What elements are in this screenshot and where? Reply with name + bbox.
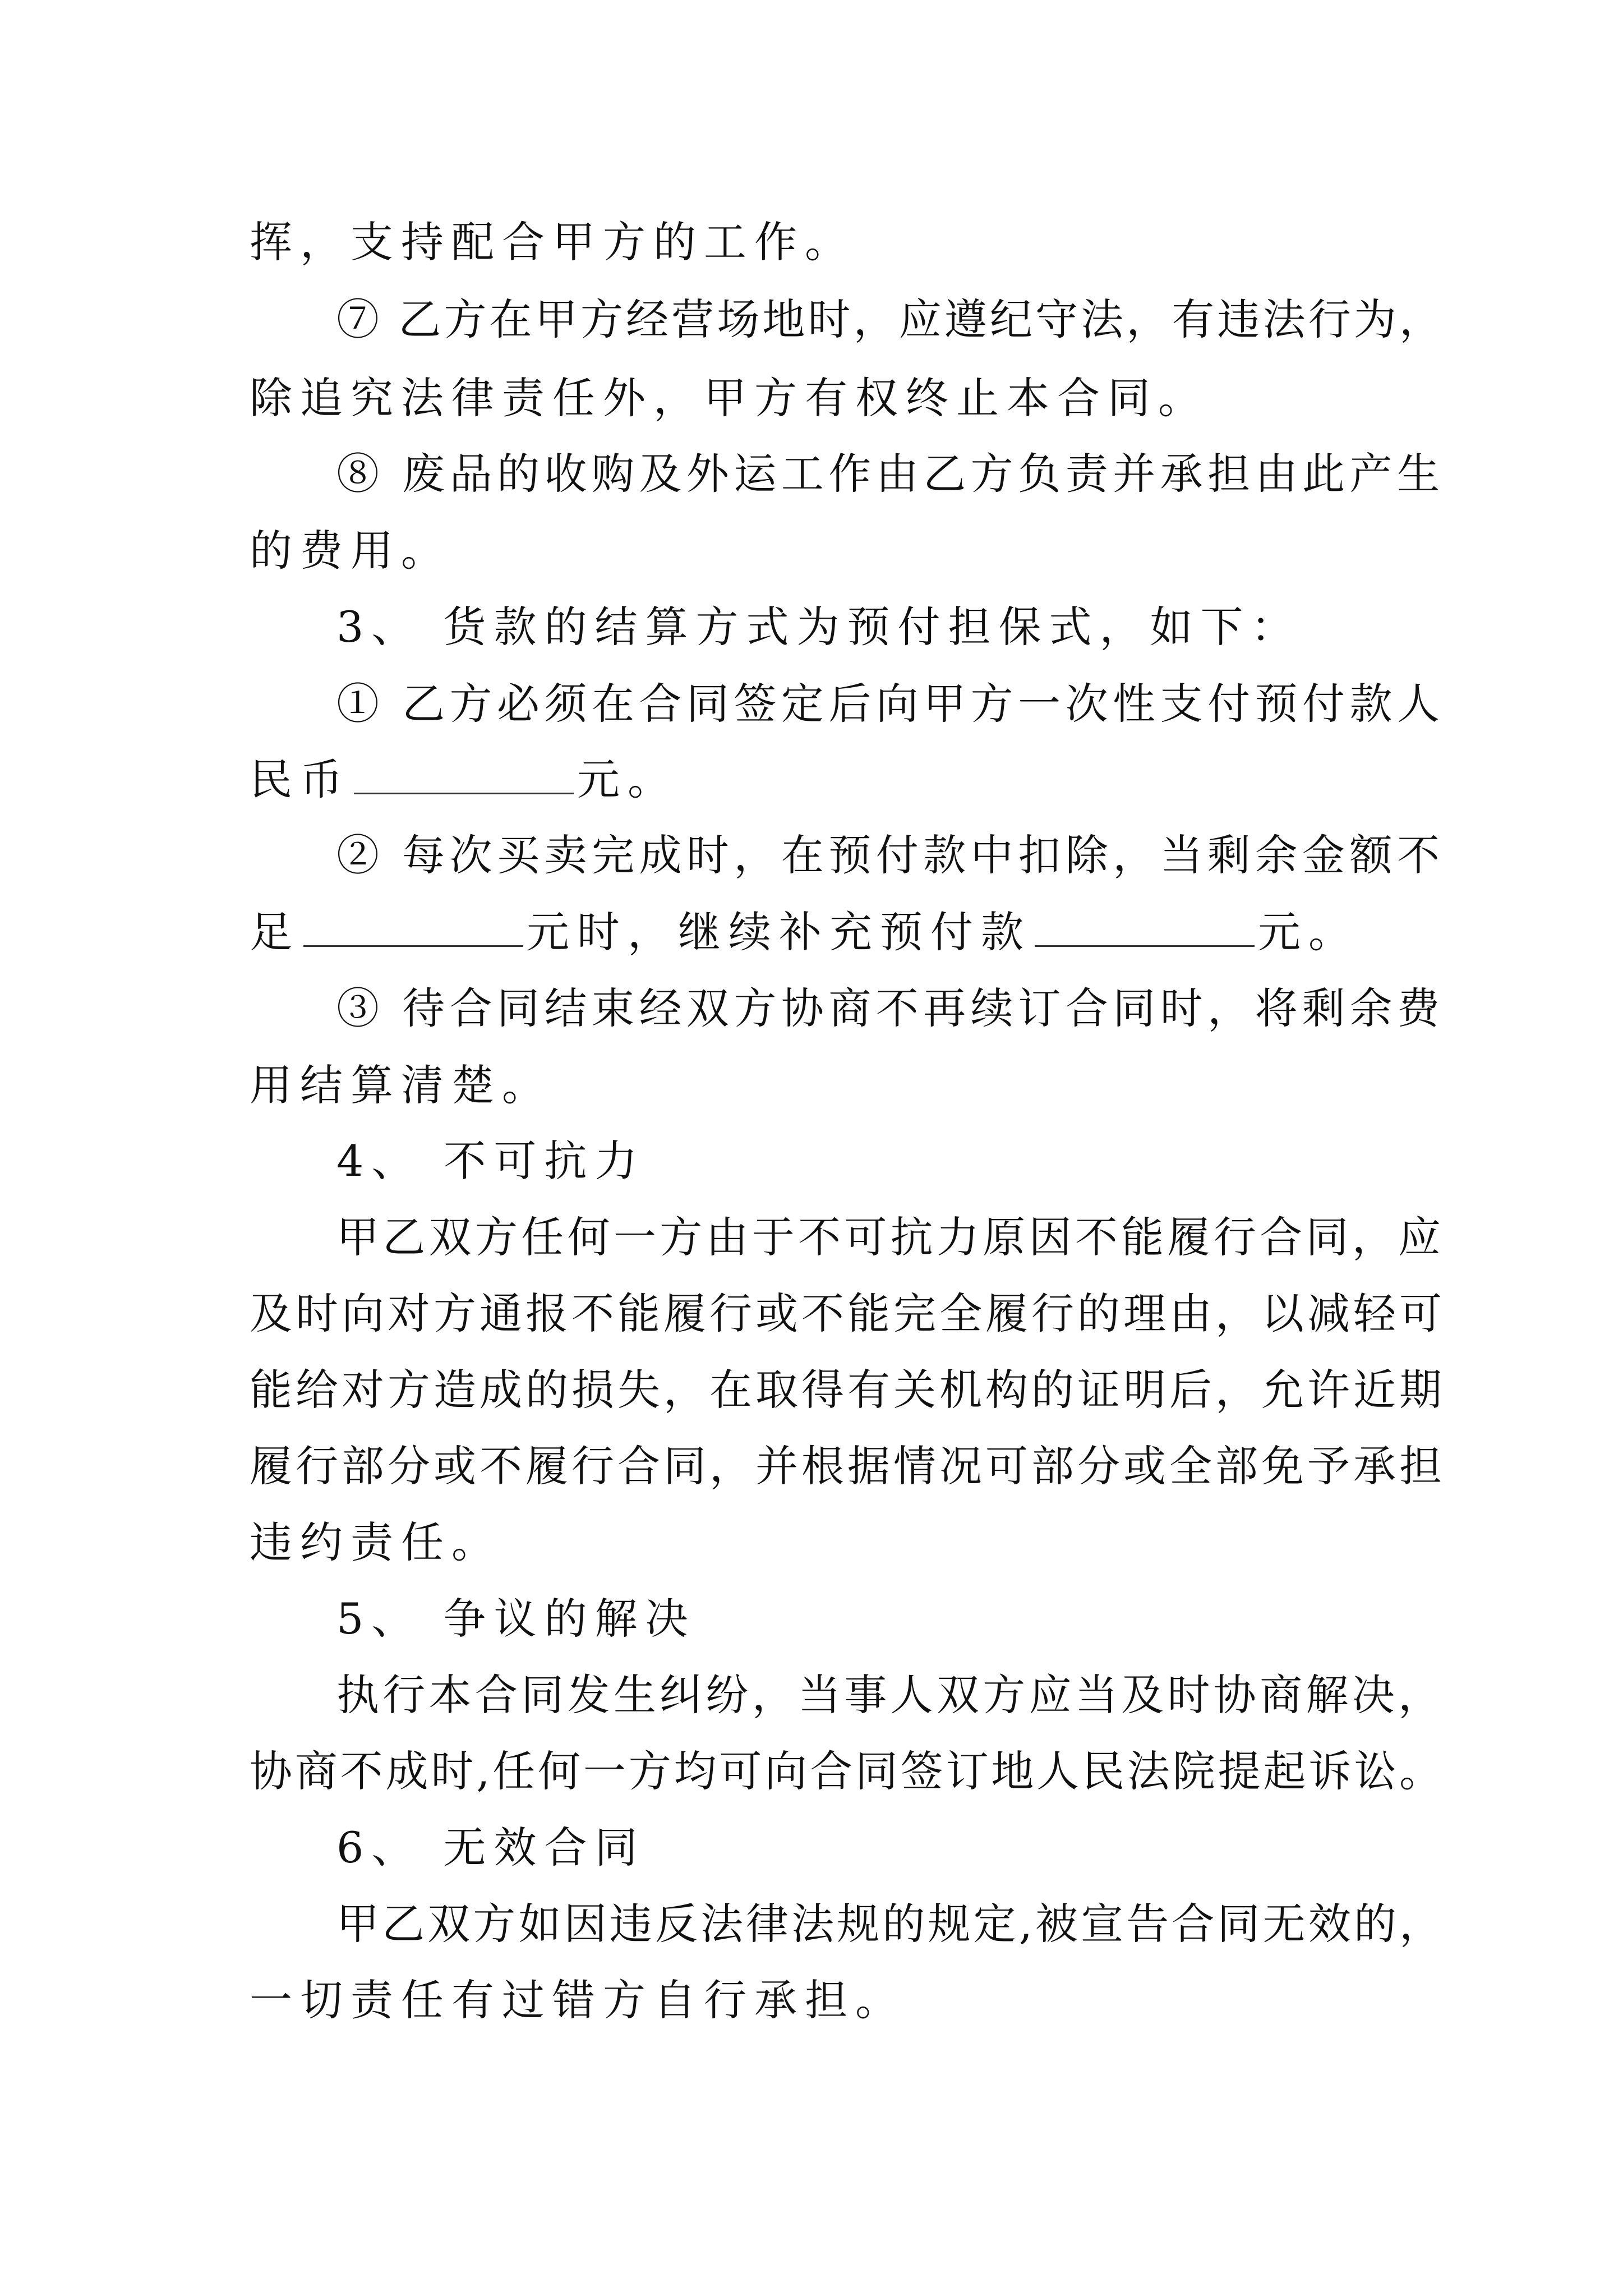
text-line: 及时向对方通报不能履行或不能完全履行的理由，以减轻可 (250, 1289, 1444, 1338)
text-line: 执行本合同发生纠纷，当事人双方应当及时协商解决， (336, 1670, 1444, 1720)
text-line: 5、 争议的解决 (336, 1594, 696, 1644)
fill-in-blank (1035, 908, 1255, 947)
text-line: 甲乙双方如因违反法律法规的规定,被宣告合同无效的， (336, 1899, 1444, 1949)
text-line: 履行部分或不履行合同，并根据情况可部分或全部免予承担 (250, 1441, 1444, 1491)
text-line: 甲乙双方任何一方由于不可抗力原因不能履行合同，应 (336, 1212, 1444, 1262)
text-line: 一切责任有过错方自行承担。 (250, 1975, 906, 2025)
text-line: ① 乙方必须在合同签定后向甲方一次性支付预付款人 (336, 679, 1444, 729)
text-fragment: 足 (250, 907, 300, 957)
text-line: 协商不成时,任何一方均可向合同签订地人民法院提起诉讼。 (250, 1746, 1444, 1796)
text-line: ⑦ 乙方在甲方经营场地时，应遵纪守法，有违法行为， (336, 295, 1444, 344)
fill-in-blank (354, 756, 574, 794)
fill-in-blank (303, 908, 523, 947)
text-line: 6、 无效合同 (336, 1823, 645, 1872)
text-fragment: 元。 (1258, 907, 1359, 957)
text-line: 的费用。 (250, 526, 451, 576)
text-line: ② 每次买卖完成时，在预付款中扣除，当剩余金额不 (336, 830, 1444, 880)
text-line: ⑧ 废品的收购及外运工作由乙方负责并承担由此产生 (336, 449, 1444, 499)
text-fragment: 元。 (577, 754, 678, 804)
text-line: 违约责任。 (250, 1517, 502, 1567)
text-fragment: 元时，继续补充预付款 (527, 907, 1031, 957)
text-line (250, 893, 1444, 972)
text-fragment: 民币 (250, 754, 351, 804)
text-line: 能给对方造成的损失，在取得有关机构的证明后，允许近期 (250, 1365, 1444, 1415)
text-line: ③ 待合同结束经双方协商不再续订合同时，将剩余费 (336, 983, 1444, 1033)
text-line (250, 740, 1444, 819)
text-line: 4、 不可抗力 (336, 1136, 645, 1186)
text-line: 除追究法律责任外，甲方有权终止本合同。 (250, 373, 1209, 423)
text-line: 挥，支持配合甲方的工作。 (250, 217, 855, 267)
text-line: 用结算清楚。 (250, 1060, 552, 1110)
text-line: 3、 货款的结算方式为预付担保式，如下： (336, 602, 1302, 652)
